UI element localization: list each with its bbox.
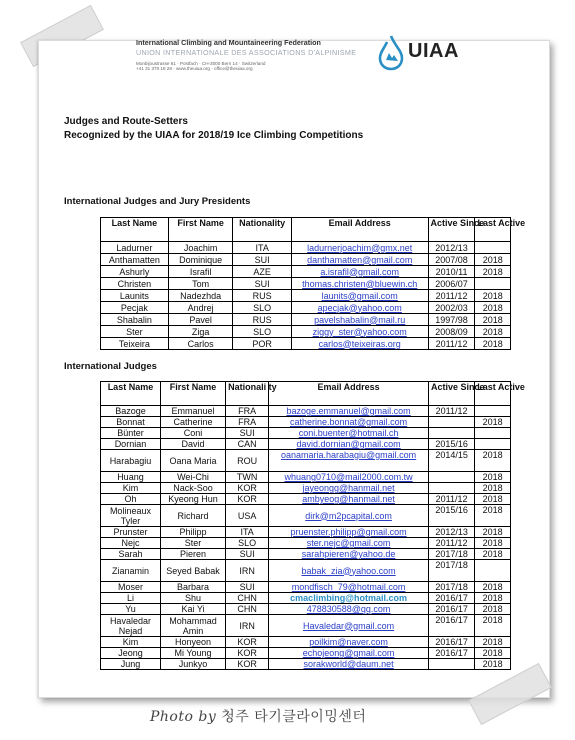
table-cell [475,439,511,450]
table-cell: IRN [226,560,269,582]
table-row [101,483,511,494]
table-cell: 2012/13 [428,242,475,254]
table-cell: Andrej [168,302,233,314]
table-cell: Mi Young [160,648,225,659]
table-cell: 2018 [475,302,511,314]
email-link[interactable]: coni.buenter@hotmail.ch [269,428,429,439]
col-header: Nationali ty [226,382,269,406]
table-cell: Richard [160,505,225,527]
table-cell: CHN [226,604,269,615]
table-cell: Ster [160,538,225,549]
email-link[interactable]: mondfisch_79@hotmail.com [269,582,429,593]
col-header: First Name [168,218,233,242]
table-row [101,494,511,505]
table-cell: 2018 [475,538,511,549]
table-cell [428,472,474,483]
table-cell: 2018 [475,472,511,483]
table-cell: Pecjak [101,302,169,314]
email-link[interactable]: ambyeog@hanmail.net [269,494,429,505]
photo-credit [150,706,366,726]
table-row [101,290,511,302]
table-cell: Dominique [168,254,233,266]
table-cell: 2018 [475,338,511,350]
table-row [101,637,511,648]
table-cell: CAN [226,439,269,450]
table-cell: 2017/18 [428,560,474,582]
table-cell: RUS [233,314,291,326]
table-cell: Pieren [160,549,225,560]
table-cell: SUI [226,582,269,593]
table-cell: 2007/08 [428,254,475,266]
col-header: Last Active [475,218,511,242]
email-link[interactable]: pruenster.philipp@gmail.com [269,527,429,538]
email-link[interactable]: 478830588@qq.com [269,604,429,615]
table-row [101,326,511,338]
table-cell [475,406,511,417]
uiaa-logo [377,32,467,72]
table-cell: Moser [101,582,161,593]
table-cell: Tom [168,278,233,290]
table-cell: IRN [226,615,269,637]
photo-credit-en: Photo by [150,709,217,725]
table-cell: Carlos [168,338,233,350]
table-cell: Christen [101,278,169,290]
table-cell: USA [226,505,269,527]
table-cell: Seyed Babak [160,560,225,582]
org-name-fr: UNION INTERNATIONALE DES ASSOCIATIONS D'ALPINISME [136,48,357,57]
email-link[interactable]: apecjak@yahoo.com [291,302,428,314]
table-cell: 2016/17 [428,637,474,648]
table-cell: TWN [226,472,269,483]
table-cell: Wei-Chi [160,472,225,483]
table-cell: Huang [101,472,161,483]
table-cell: Pavel [168,314,233,326]
table-row [101,278,511,290]
table-cell: SLO [233,326,291,338]
col-header: Last Name [101,218,169,242]
table-cell: Yu [101,604,161,615]
section-heading-jury: International Judges and Jury Presidents [64,196,251,207]
table-row [101,338,511,350]
table-cell: 2018 [475,505,511,527]
col-header: Nationality [233,218,291,242]
table-cell: Kyeong Hun [160,494,225,505]
table-cell: Barbara [160,582,225,593]
email-link[interactable]: sarahpieren@yahoo.de [269,549,429,560]
table-cell: 2015/16 [428,505,474,527]
table-cell: KOR [226,494,269,505]
table-row [101,266,511,278]
table-cell: Ziga [168,326,233,338]
email-link[interactable]: catherine.bonnat@gmail.com [269,417,429,428]
email-link[interactable]: jayeongg@hanmail.net [269,483,429,494]
email-link[interactable]: whuang0710@mail2000.com.tw [269,472,429,483]
table-cell: Launits [101,290,169,302]
logo-wordmark: UIAA [408,40,459,62]
org-contact: +41 31 370 18 28 · www.theuiaa.org · office@theuiaa.org [136,66,253,71]
email-link[interactable]: cmaclimbing@hotmail.com [269,593,429,604]
table-cell: 2011/12 [428,538,474,549]
table-cell: 2006/07 [428,278,475,290]
table-cell: CHN [226,593,269,604]
table-cell: Zianamin [101,560,161,582]
email-link[interactable]: bazoge.emmanuel@gmail.com [269,406,429,417]
table-cell [475,242,511,254]
table-cell: FRA [226,417,269,428]
table-cell: 2018 [475,314,511,326]
section-heading-judges: International Judges [64,361,157,372]
email-link[interactable]: echojeong@gmail.com [269,648,429,659]
table-cell: KOR [226,483,269,494]
table-cell: 2011/12 [428,338,475,350]
table-cell: 2018 [475,417,511,428]
org-name-en: International Climbing and Mountaineering Federation [136,38,321,47]
table-cell: 2018 [475,615,511,637]
table-cell: 2018 [475,604,511,615]
email-link[interactable]: oanamaria.harabagiu@gmail.com [269,450,429,472]
table-header-row [101,218,511,242]
col-header: Active Since [428,218,475,242]
table-cell: Bonnat [101,417,161,428]
table-cell: 2018 [475,254,511,266]
table-cell: Bünter [101,428,161,439]
table-cell: Catherine [160,417,225,428]
table-cell [428,417,474,428]
table-cell: 2017/18 [428,582,474,593]
table-row [101,648,511,659]
table-row [101,560,511,582]
table-cell: POR [233,338,291,350]
table-cell: 2002/03 [428,302,475,314]
table-cell: KOR [226,637,269,648]
email-link[interactable]: Havaledar@gmail.com [269,615,429,637]
table-row [101,604,511,615]
table-cell: KOR [226,659,269,670]
table-cell: SLO [233,302,291,314]
table-cell: SUI [233,278,291,290]
table-cell: 2016/17 [428,604,474,615]
table-cell: Molineaux Tyler [101,505,161,527]
email-link[interactable]: ster.nejc@gmail.com [269,538,429,549]
jury-presidents-table [100,217,526,350]
table-row [101,582,511,593]
email-link[interactable]: poilkim@naver.com [269,637,429,648]
table-cell: Nadezhda [168,290,233,302]
table-cell: Kim [101,637,161,648]
table-cell: 2008/09 [428,326,475,338]
letterhead [136,38,396,71]
water-drop-icon [377,34,405,70]
table-cell: 2018 [475,593,511,604]
table-cell: 2011/12 [428,494,474,505]
table-cell: Ladurner [101,242,169,254]
email-link[interactable]: danthamatten@gmail.com [291,254,428,266]
table-cell: Mohammad Amin [160,615,225,637]
table-cell [475,428,511,439]
table-cell: 2011/12 [428,290,475,302]
table-cell: 2012/13 [428,527,474,538]
table-cell: 2011/12 [428,406,474,417]
table-row [101,428,511,439]
table-cell: Harabagiu [101,450,161,472]
table-row [101,505,511,527]
table-cell: Coni [160,428,225,439]
table-row [101,439,511,450]
table-cell [428,483,474,494]
table-cell: KOR [226,648,269,659]
email-link[interactable]: dirk@m2pcapital.com [269,505,429,527]
col-header: Email Address [269,382,429,406]
table-cell: Emmanuel [160,406,225,417]
table-cell: SLO [226,538,269,549]
email-link[interactable]: ziggy_ster@yahoo.com [291,326,428,338]
table-cell: 2018 [475,290,511,302]
table-cell: Ster [101,326,169,338]
table-cell: Dornian [101,439,161,450]
table-cell: Sarah [101,549,161,560]
email-link[interactable]: thomas.christen@bluewin.ch [291,278,428,290]
email-link[interactable]: ladurnerjoachim@gmx.net [291,242,428,254]
table-cell: Ashurly [101,266,169,278]
table-cell: Joachim [168,242,233,254]
table-cell: Junkyo [160,659,225,670]
table-cell: 2018 [475,326,511,338]
table-cell: 2018 [475,659,511,670]
table-cell [475,278,511,290]
document-title [64,115,363,143]
table-cell [475,560,511,582]
table-row [101,254,511,266]
table-cell [428,428,474,439]
table-cell: 2018 [475,582,511,593]
table-cell: 2010/11 [428,266,475,278]
table-cell: SUI [233,254,291,266]
title-line-2: Recognized by the UIAA for 2018/19 Ice Climbing Competitions [64,130,364,141]
table-row [101,549,511,560]
table-cell: 2018 [475,483,511,494]
table-cell: Oh [101,494,161,505]
table-cell: 2017/18 [428,549,474,560]
table-cell: Teixeira [101,338,169,350]
col-header: Email Address [291,218,428,242]
table-cell: 2018 [475,648,511,659]
table-cell: David [160,439,225,450]
table-cell: Jeong [101,648,161,659]
table-cell: Kai Yi [160,604,225,615]
table-cell: 2018 [475,266,511,278]
table-cell: 2018 [475,527,511,538]
photo-credit-kr: 청주 타기클라이밍센터 [221,709,367,725]
table-cell: ROU [226,450,269,472]
email-link[interactable]: carlos@teixeiras.org [291,338,428,350]
email-link[interactable]: pavelshabalin@mail.ru [291,314,428,326]
email-link[interactable]: sorakworld@daum.net [269,659,429,670]
col-header: Last Name [101,382,161,406]
table-cell: 1997/98 [428,314,475,326]
table-cell: Honyeon [160,637,225,648]
table-cell: Nack-Soo [160,483,225,494]
table-row [101,659,511,670]
table-cell: ITA [233,242,291,254]
table-row [101,450,511,472]
table-cell: FRA [226,406,269,417]
table-header-row [101,382,511,406]
table-row [101,615,511,637]
table-cell: AZE [233,266,291,278]
table-cell: 2016/17 [428,593,474,604]
table-cell: Shabalin [101,314,169,326]
table-row [101,302,511,314]
table-cell: ITA [226,527,269,538]
table-row [101,417,511,428]
table-cell: 2018 [475,494,511,505]
table-cell: Li [101,593,161,604]
email-link[interactable]: babak_zia@yahoo.com [269,560,429,582]
table-row [101,527,511,538]
table-row [101,472,511,483]
table-cell: Kim [101,483,161,494]
org-address: Monbijoustrasse 61 · Postfach · CH-3000 Bern 14 · Switzerland [136,61,266,66]
table-cell: SUI [226,549,269,560]
table-cell: Philipp [160,527,225,538]
table-cell: Jung [101,659,161,670]
table-cell: Shu [160,593,225,604]
table-row [101,314,511,326]
table-cell: 2018 [475,637,511,648]
table-row [101,406,511,417]
table-cell [428,659,474,670]
email-link[interactable]: david.dornian@gmail.com [269,439,429,450]
table-cell: RUS [233,290,291,302]
title-line-1: Judges and Route-Setters [64,116,188,127]
table-row [101,538,511,549]
judges-table [100,381,525,670]
table-cell: Nejc [101,538,161,549]
table-row [101,593,511,604]
table-cell: 2018 [475,450,511,472]
email-link[interactable]: a.israfil@gmail.com [291,266,428,278]
table-cell: 2014/15 [428,450,474,472]
table-cell: 2015/16 [428,439,474,450]
table-cell: Havaledar Nejad [101,615,161,637]
table-cell: 2016/17 [428,615,474,637]
email-link[interactable]: launits@gmail.com [291,290,428,302]
table-cell: 2018 [475,549,511,560]
table-cell: Oana Maria [160,450,225,472]
col-header: Active Since [428,382,474,406]
table-cell: 2016/17 [428,648,474,659]
table-cell: SUI [226,428,269,439]
col-header: First Name [160,382,225,406]
table-cell: Anthamatten [101,254,169,266]
table-cell: Israfil [168,266,233,278]
table-cell: Prunster [101,527,161,538]
table-row [101,242,511,254]
col-header: Last Active [475,382,511,406]
table-cell: Bazoge [101,406,161,417]
